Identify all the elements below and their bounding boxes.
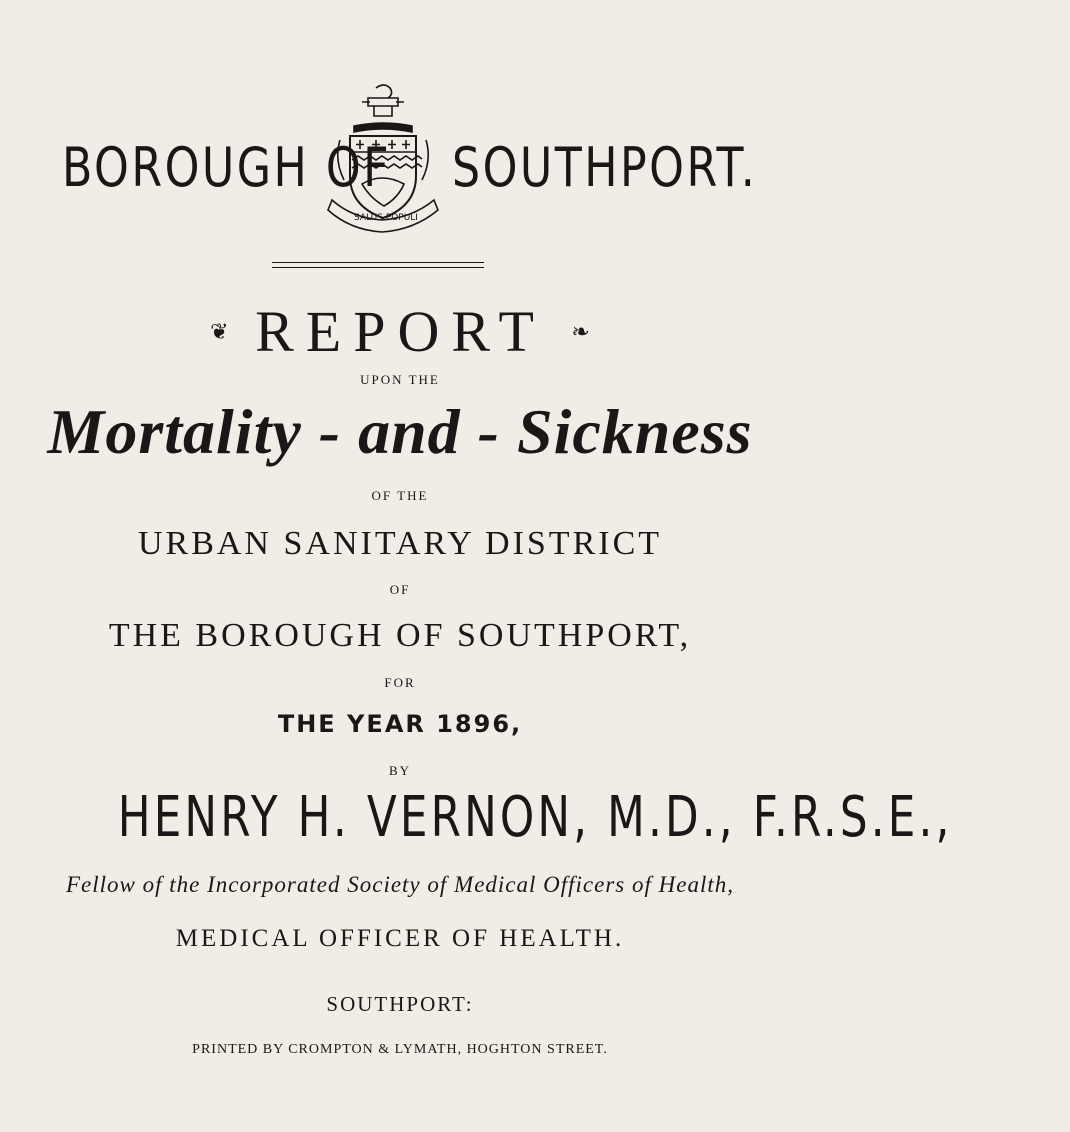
double-rule-top [272, 262, 484, 263]
author-position: MEDICAL OFFICER OF HEALTH. [175, 925, 625, 952]
double-rule-bottom [272, 267, 484, 268]
subject-title: Mortality - and - Sickness [47, 396, 753, 467]
of-the-label: OF THE [371, 488, 429, 503]
borough-crest-emblem [318, 80, 448, 240]
left-flourish-icon: ❦ [210, 318, 229, 344]
for-label: FOR [384, 675, 416, 690]
of-label: OF [389, 582, 411, 597]
crest-motto: SALUS POPULI [354, 213, 418, 223]
upon-the-label: UPON THE [360, 372, 440, 387]
right-flourish-icon: ❧ [571, 318, 590, 344]
district-title: URBAN SANITARY DISTRICT [137, 525, 663, 562]
borough-title: THE BOROUGH OF SOUTHPORT, [108, 617, 692, 654]
southport-label: SOUTHPORT. [452, 136, 758, 199]
imprint-place: SOUTHPORT: [326, 992, 474, 1016]
by-label: BY [388, 763, 412, 778]
author-name: HENRY H. VERNON, M.D., F.R.S.E., [117, 785, 953, 850]
author-block [0, 785, 953, 850]
imprint-printer: PRINTED BY CROMPTON & LYMATH, HOGHTON STREET. [192, 1042, 608, 1057]
author-fellowship: Fellow of the Incorporated Society of Medical Officers of Health, [66, 872, 734, 897]
borough-of-label: BOROUGH OF [62, 136, 392, 199]
year-title: THE YEAR 1896, [277, 710, 523, 738]
report-heading [0, 298, 800, 365]
report-title: REPORT [255, 299, 545, 364]
